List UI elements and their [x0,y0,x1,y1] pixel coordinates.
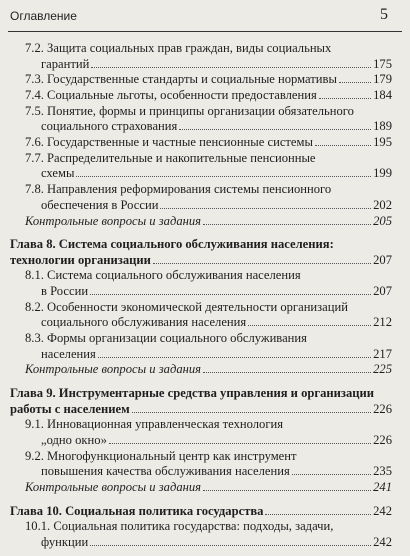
toc-entry-review-questions: Контрольные вопросы и задания 205 [25,214,392,228]
toc-entry-7-7: 7.7. Распределительные и накопительные пенсионные [25,151,316,165]
leader-dots [90,283,371,295]
toc-entry-7-6: 7.6. Государственные и частные пенсионные системы 195 [25,135,392,149]
toc-entry-9-2: повышения качества обслуживания населения 235 [41,464,392,478]
leader-dots [179,118,371,130]
page-number: 5 [380,6,388,23]
toc-entry-10-1: 10.1. Социальная политика государства: подходы, задачи, [25,519,334,533]
toc-entry-10-1: функции 242 [41,535,392,549]
toc-chapter-8: технологии организации 207 [10,253,392,267]
toc-chapter-8: Глава 8. Система социального обслуживания населения: [10,237,334,251]
toc-entry-8-1: в России 207 [41,284,392,298]
leader-dots [203,361,371,373]
toc-entry-7-3: 7.3. Государственные стандарты и социальные нормативы 179 [25,72,392,86]
leader-dots [203,213,371,225]
toc-chapter-10: Глава 10. Социальная политика государства 242 [10,504,392,518]
toc-entry-7-2: 7.2. Защита социальных прав граждан, виды социальных [25,41,332,55]
toc-entry-7-8: обеспечения в России 202 [41,198,392,212]
leader-dots [265,503,371,515]
leader-dots [248,314,371,326]
leader-dots [91,56,371,68]
toc-chapter-9: работы с населением 226 [10,402,392,416]
toc-entry-9-1: 9.1. Инновационная управленческая технология [25,417,284,431]
running-header [0,0,410,32]
leader-dots [315,134,371,146]
leader-dots [292,463,371,475]
leader-dots [90,534,371,546]
toc-entry-9-2: 9.2. Многофункциональный центр как инструмент [25,449,297,463]
toc-entry-8-2: 8.2. Особенности экономической деятельности организаций [25,300,348,314]
leader-dots [76,165,371,177]
toc-entry-9-1: „одно окно» 226 [41,433,392,447]
toc-entry-7-8: 7.8. Направления реформирования системы пенсионного [25,182,332,196]
toc-entry-7-4: 7.4. Социальные льготы, особенности предоставления 184 [25,88,392,102]
toc-entry-7-2: гарантий 175 [41,57,392,71]
toc-entry-8-3: 8.3. Формы организации социального обслуживания [25,331,307,345]
toc-entry-7-5: социального страхования 189 [41,119,392,133]
leader-dots [319,87,371,99]
toc-chapter-9: Глава 9. Инструментарные средства управления и организации [10,386,375,400]
toc-entry-review-questions: Контрольные вопросы и задания 241 [25,480,392,494]
toc-entry-8-1: 8.1. Система социального обслуживания населения [25,268,301,282]
leader-dots [339,71,371,83]
toc-entry-review-questions: Контрольные вопросы и задания 225 [25,362,392,376]
leader-dots [203,479,371,491]
leader-dots [98,346,371,358]
header-rule [8,31,402,32]
toc-entry-8-3: населения 217 [41,347,392,361]
toc-entry-7-7: схемы 199 [41,166,392,180]
leader-dots [132,401,371,413]
leader-dots [153,252,371,264]
toc-entry-7-5: 7.5. Понятие, формы и принципы организации обязательного [25,104,354,118]
running-header-title: Оглавление [10,9,77,23]
leader-dots [109,432,371,444]
toc-entry-8-2: социального обслуживания населения 212 [41,315,392,329]
leader-dots [160,197,371,209]
